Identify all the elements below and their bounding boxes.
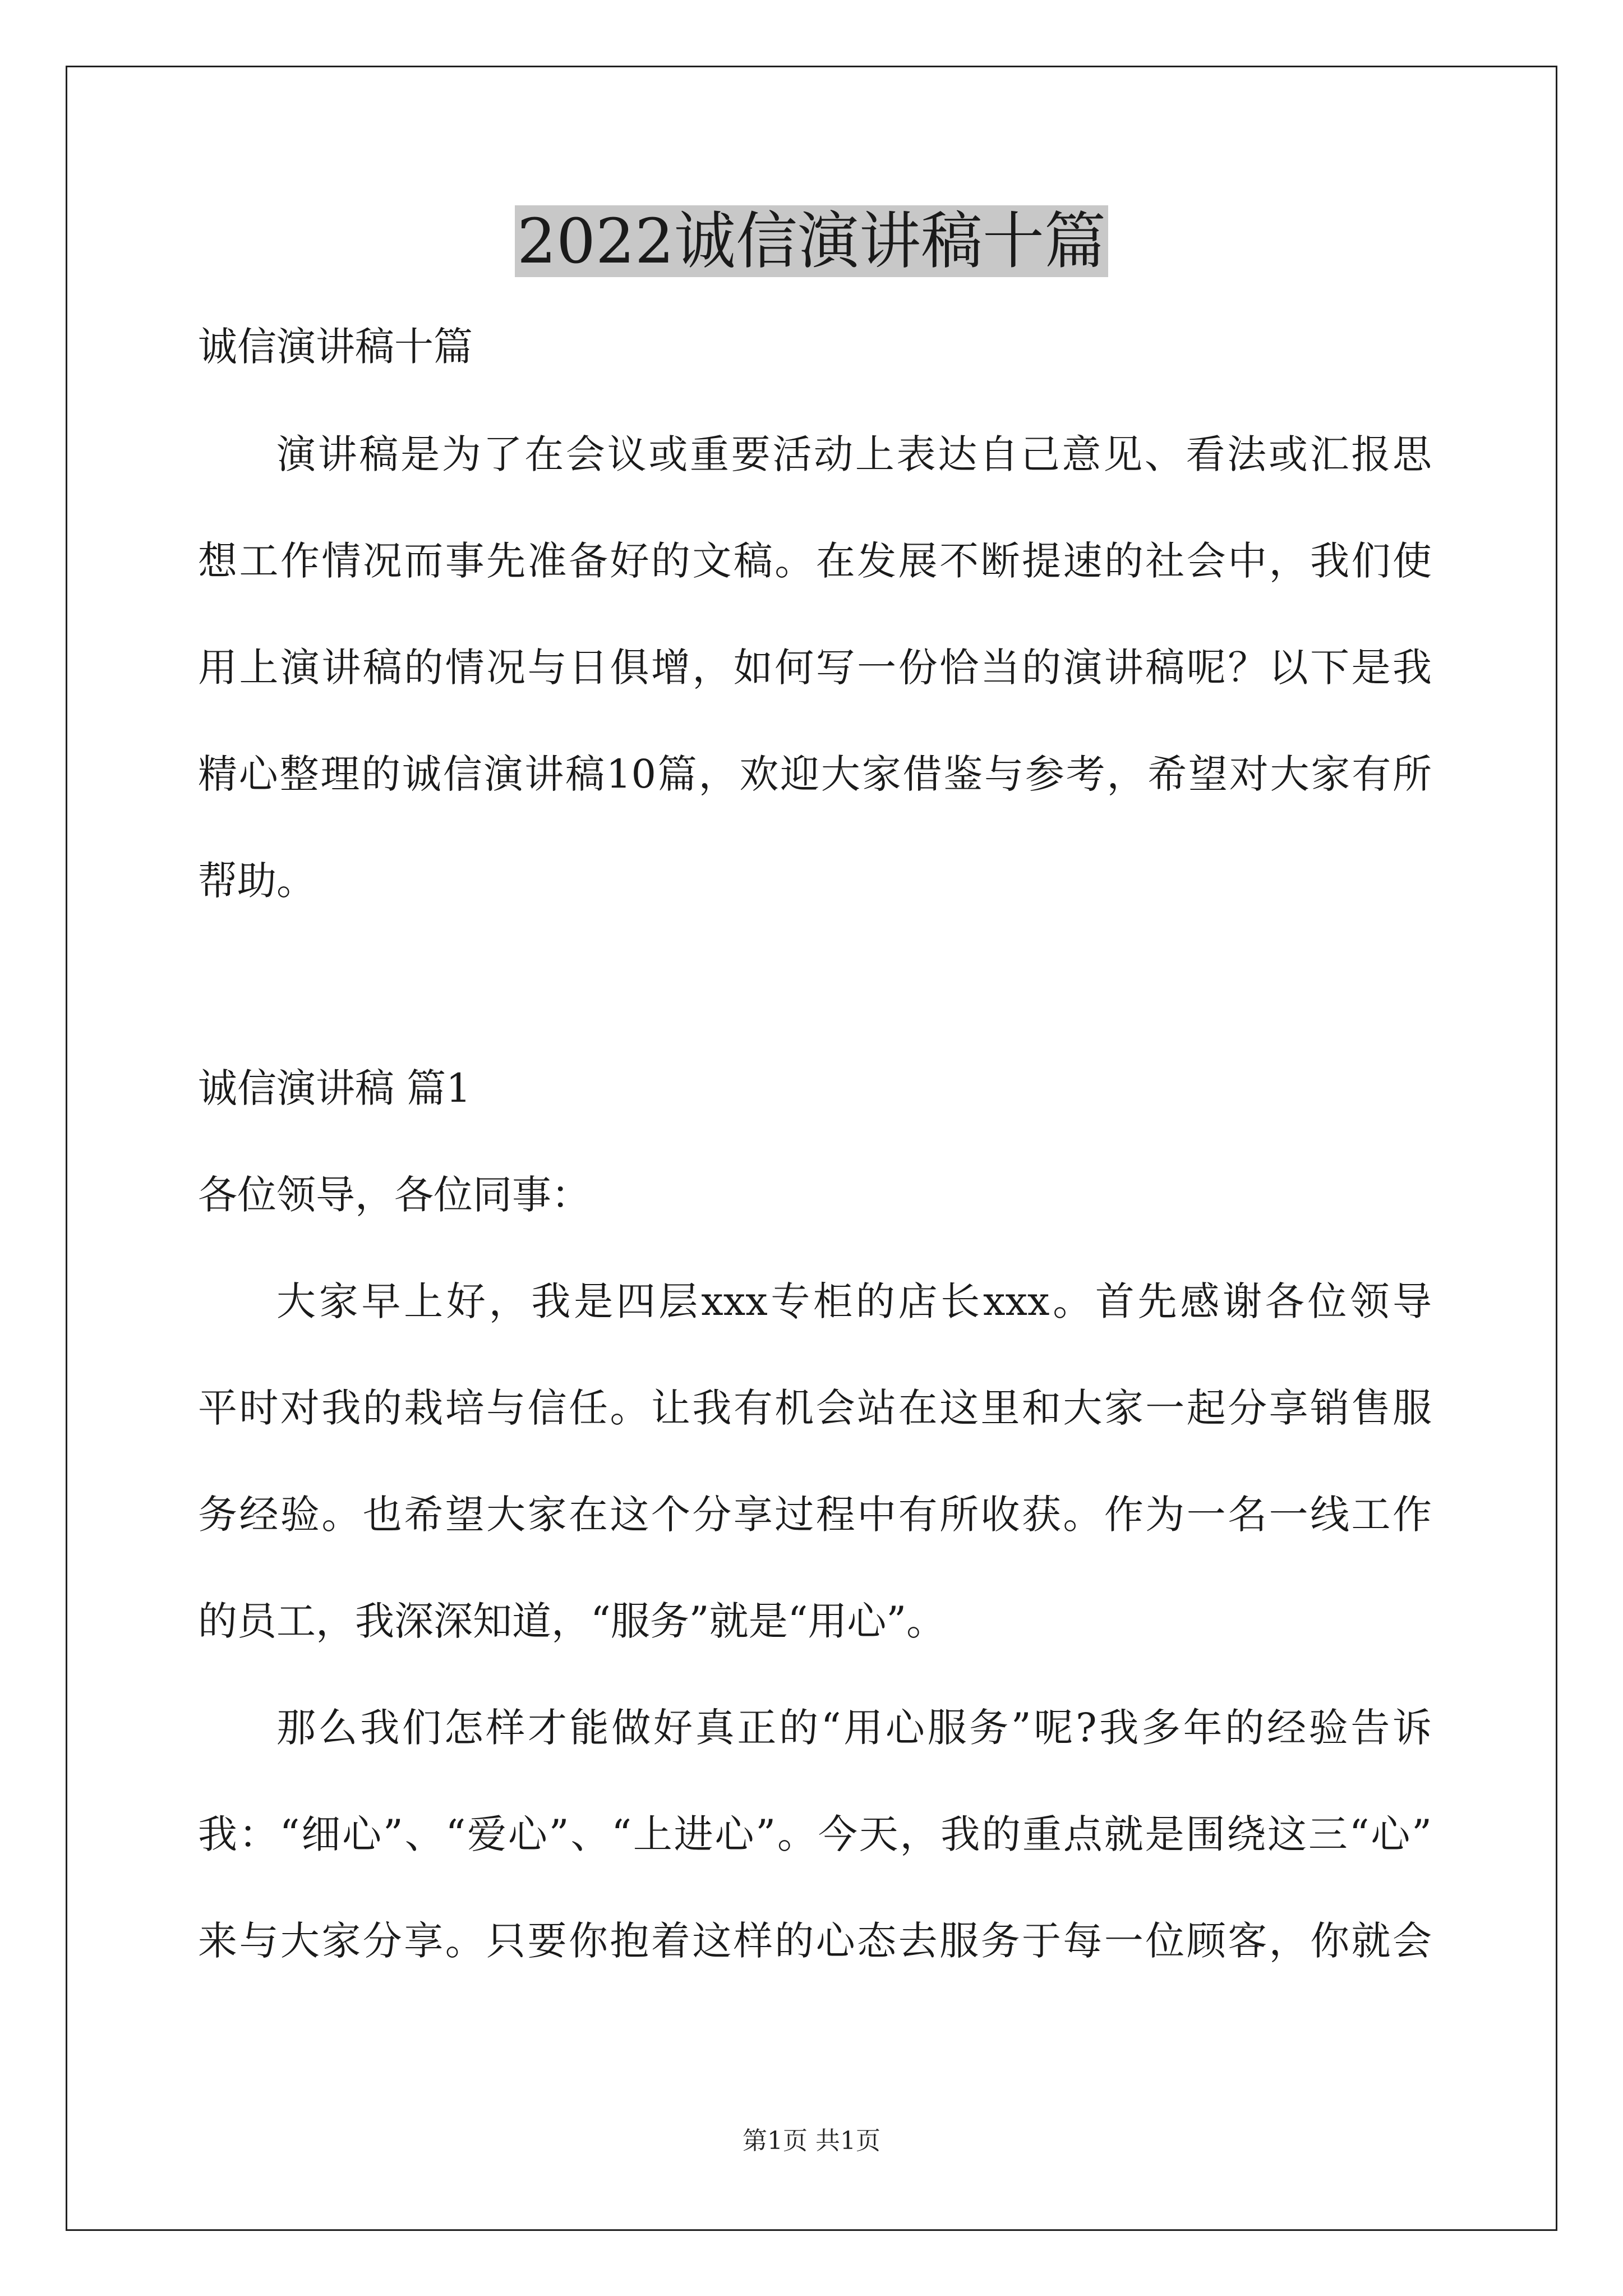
page-number: 第1页 共1页 (743, 2127, 880, 2155)
document-title-text: 2022诚信演讲稿十篇 (515, 205, 1108, 277)
page-footer (0, 2120, 1623, 2156)
para2-line-1: 那么我们怎样才能做好真正的“用心服务”呢?我多年的经验告诉 (276, 1705, 1432, 1751)
para1-line-4: 的员工，我深深知道，“服务”就是“用心”。 (198, 1598, 946, 1644)
intro-line-3: 用上演讲稿的情况与日俱增，如何写一份恰当的演讲稿呢？以下是我 (198, 645, 1432, 691)
intro-line-1: 演讲稿是为了在会议或重要活动上表达自己意见、看法或汇报思 (276, 431, 1432, 477)
subtitle: 诚信演讲稿十篇 (198, 324, 473, 370)
para2-line-3: 来与大家分享。只要你抱着这样的心态去服务于每一位顾客，你就会 (198, 1918, 1432, 1964)
section-heading: 诚信演讲稿 篇1 (198, 1065, 471, 1111)
intro-line-2: 想工作情况而事先准备好的文稿。在发展不断提速的社会中，我们使 (198, 538, 1432, 584)
page-frame (66, 66, 1557, 2231)
para2-line-2: 我：“细心”、“爱心”、“上进心”。今天，我的重点就是围绕这三“心” (198, 1811, 1432, 1857)
para1-line-3: 务经验。也希望大家在这个分享过程中有所收获。作为一名一线工作 (198, 1492, 1432, 1538)
intro-line-4: 精心整理的诚信演讲稿10篇，欢迎大家借鉴与参考，希望对大家有所 (198, 751, 1432, 797)
intro-line-5: 帮助。 (198, 858, 316, 904)
document-title (0, 205, 1623, 277)
para1-line-1: 大家早上好，我是四层xxx专柜的店长xxx。首先感谢各位领导 (276, 1278, 1432, 1324)
salutation: 各位领导，各位同事： (198, 1172, 591, 1218)
para1-line-2: 平时对我的栽培与信任。让我有机会站在这里和大家一起分享销售服 (198, 1385, 1432, 1431)
